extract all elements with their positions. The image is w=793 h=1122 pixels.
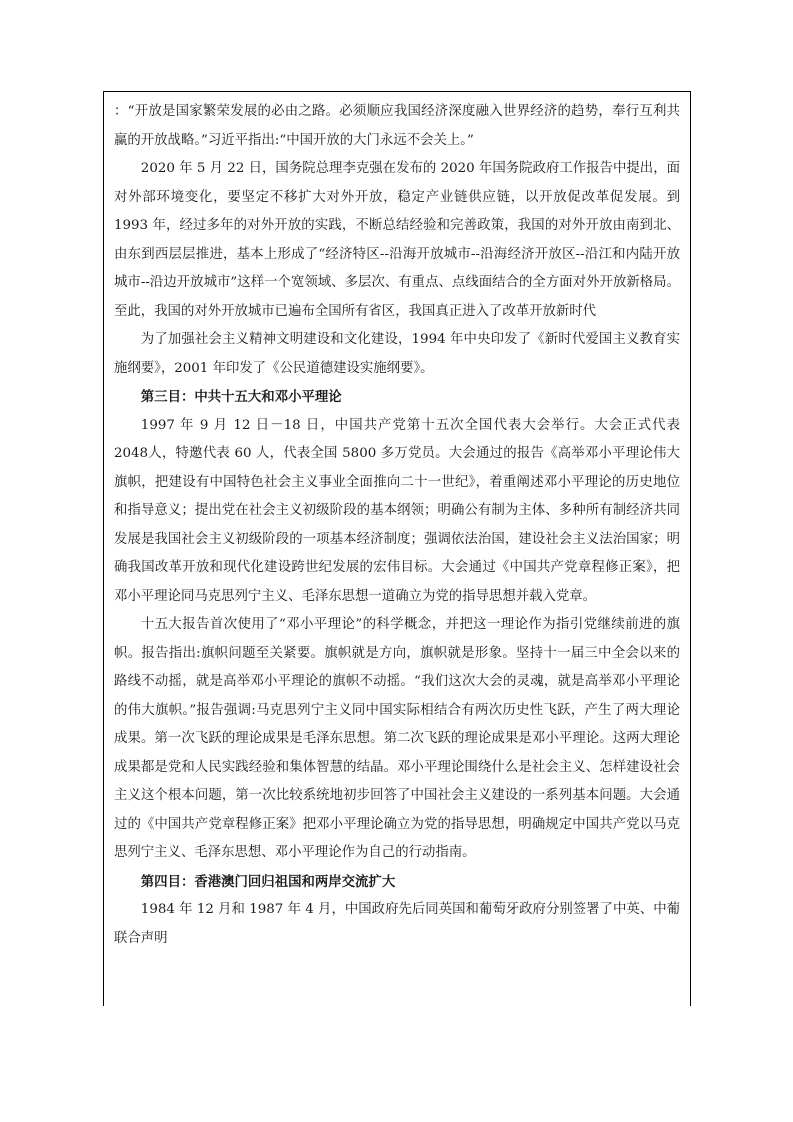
paragraph-hongkong-macau: 1984 年 12 月和 1987 年 4 月，中国政府先后同英国和葡萄牙政府分别签署了中英、中葡联合声明 — [114, 902, 680, 946]
document-body — [114, 98, 680, 953]
paragraph-opening-up: 2020 年 5 月 22 日，国务院总理李克强在发布的 2020 年国务院政府工作报告中提出，面对外部环境变化，要坚定不移扩大对外开放，稳定产业链供应链，以开放促改革促发展。到 1993 年，经过多年的对外开放的实践，不断总结经验和完善政策，我国的对外开放由南到北、由东到西层层推进，基本上形成了“经济特区--沿海开放城市--沿海经济开放区--沿江和内陆开放城市--沿边开放城市”这样一个宽领域、多层次、有重点、点线面结合的全方面对外开放新格局。至此，我国的对外开放城市已遍布全国所有省区，我国真正进入了改革开放新时代 — [114, 161, 680, 319]
section-heading-fourth: 第四目：香港澳门回归祖国和两岸交流扩大 — [140, 873, 396, 890]
paragraph-fifteenth-congress: 1997 年 9 月 12 日－18 日，中国共产党第十五次全国代表大会举行。大会正式代表 2048人，特邀代表 60 人，代表全国 5800 多万党员。大会通过的报告《高举邓小平理论伟大旗帜，把建设有中国特色社会主义事业全面推向二十一世纪》，着重阐述邓小平理论的历史地位和指导意义；提出党在社会主义初级阶段的基本纲领；明确公有制为主体、多种所有制经济共同发展是我国社会主义初级阶段的一项基本经济制度；强调依法治国，建设社会主义法治国家；明确我国改革开放和现代化建设跨世纪发展的宏伟目标。大会通过《中国共产党章程修正案》，把邓小平理论同马克思列宁主义、毛泽东思想一道确立为党的指导思想并载入党章。 — [114, 417, 680, 604]
section-heading-third: 第三目：中共十五大和邓小平理论 — [140, 389, 342, 405]
paragraph-spiritual-civilization: 为了加强社会主义精神文明建设和文化建设，1994 年中央印发了《新时代爱国主义教育实施纲要》，2001 年印发了《公民道德建设实施纲要》。 — [114, 332, 680, 376]
paragraph-deng-theory: 十五大报告首次使用了“邓小平理论”的科学概念，并把这一理论作为指引党继续前进的旗帜。报告指出:旗帜问题至关紧要。旗帜就是方向，旗帜就是形象。坚持十一届三中全会以来的路线不动摇，就是高举邓小平理论的旗帜不动摇。“我们这次大会的灵魂，就是高举邓小平理论的伟大旗帜。”报告强调:马克思列宁主义同中国实际相结合有两次历史性飞跃，产生了两大理论成果。第一次飞跃的理论成果是毛泽东思想。第二次飞跃的理论成果是邓小平理论。这两大理论成果都是党和人民实践经验和集体智慧的结晶。邓小平理论围绕什么是社会主义、怎样建设社会主义这个根本问题，第一次比较系统地初步回答了中国社会主义建设的一系列基本问题。大会通过的《中国共产党章程修正案》把邓小平理论确立为党的指导思想，明确规定中国共产党以马克思列宁主义、毛泽东思想、邓小平理论作为自己的行动指南。 — [114, 617, 680, 860]
paragraph-opening-quote: ：“开放是国家繁荣发展的必由之路。必须顺应我国经济深度融入世界经济的趋势，奉行互利共赢的开放战略。”习近平指出:“中国开放的大门永远不会关上。” — [114, 104, 680, 148]
document-frame — [103, 91, 691, 1006]
